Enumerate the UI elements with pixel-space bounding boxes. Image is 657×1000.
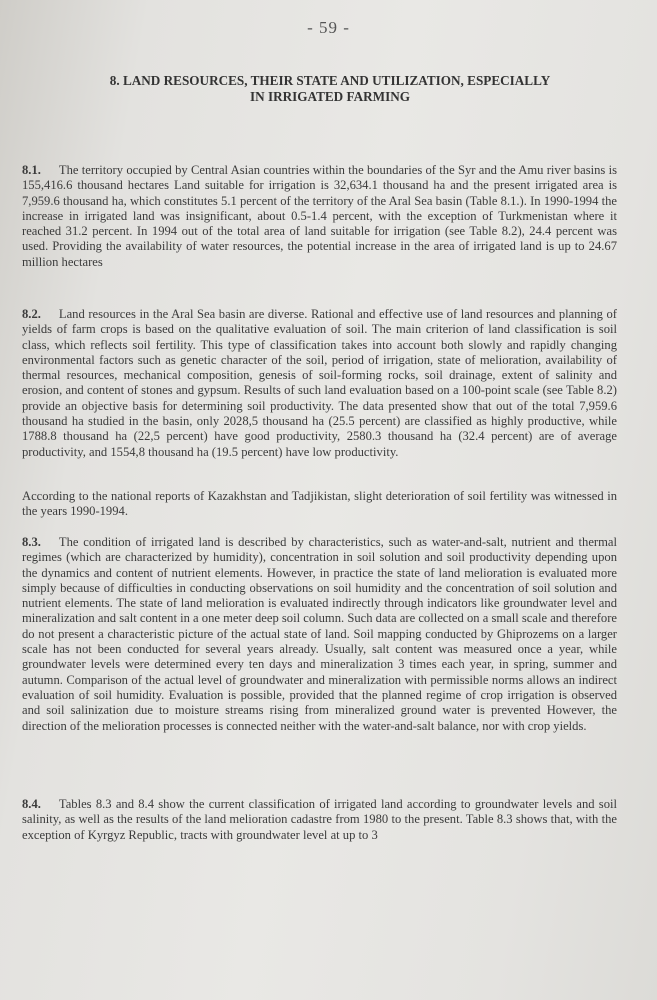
paragraph-number: 8.1.	[22, 163, 41, 177]
paragraph-number: 8.2.	[22, 307, 41, 321]
paragraph-number: 8.3.	[22, 535, 41, 549]
paragraph-text: Tables 8.3 and 8.4 show the current classification of irrigated land according to groundwater levels and soil salinity, as well as the results of the land melioration cadastre from 1980 to the present. Table 8.3 shows that, with the exception of Kyrgyz Republic, tracts with groundwater level at up to 3	[22, 797, 617, 842]
paragraph-8-2	[22, 307, 617, 460]
paragraph-text: The territory occupied by Central Asian countries within the boundaries of the Syr and the Amu river basins is 155,416.6 thousand hectares Land suitable for irrigation is 32,634.1 thousand ha and the present irrigated area is 7,959.6 thousand ha, which constitutes 5.1 percent of the territory of the Aral Sea basin (Table 8.1.). In 1990-1994 the increase in irrigated land was insignificant, about 0.5-1.4 percent, with the exception of Turkmenistan where it reached 31.2 percent. In 1994 out of the total area of land suitable for irrigation (see Table 8.2), 24.4 percent was used. Providing the availability of water resources, the potential increase in the area of irrigated land is up to 24.67 million hectares	[22, 163, 617, 269]
chapter-title	[40, 73, 620, 105]
paragraph-number: 8.4.	[22, 797, 41, 811]
paragraph-text: Land resources in the Aral Sea basin are diverse. Rational and effective use of land resources and planning of yields of farm crops is based on the qualitative evaluation of soil. The main criterion of land classification is soil class, which reflects soil fertility. This type of classification takes into account both slowly and rapidly changing environmental factors such as genetic character of the soil, period of irrigation, state of melioration, availability of thermal resources, mechanical composition, genesis of soil-forming rocks, soil drainage, extent of salinity and erosion, and content of stones and gypsum. Results of such land evaluation based on a 100-point scale (see Table 8.2) provide an objective basis for determining soil productivity. The data presented show that out of the total 7,959.6 thousand ha studied in the basin, only 2028,5 thousand ha (25.5 percent) are classified as highly productive, while 1788.8 thousand ha (22,5 percent) have good productivity, 2580.3 thousand ha (32.4 percent) are of average productivity, and 1554,8 thousand ha (19.5 percent) have low productivity.	[22, 307, 617, 459]
paragraph-8-3	[22, 535, 617, 734]
paragraph-national-reports	[22, 489, 617, 520]
chapter-title-line-2: IN IRRIGATED FARMING	[250, 89, 410, 104]
chapter-title-line-1: 8. LAND RESOURCES, THEIR STATE AND UTILIZATION, ESPECIALLY	[109, 73, 551, 88]
page-number: - 59 -	[307, 18, 350, 37]
paragraph-8-4	[22, 797, 617, 843]
paragraph-8-1	[22, 163, 617, 270]
paragraph-text: The condition of irrigated land is described by characteristics, such as water-and-salt, nutrient and thermal regimes (which are characterized by humidity), concentration in soil solution and soil productivity depending upon the dynamics and content of nutrient elements. However, in practice the state of land melioration is evaluated more simply because of difficulties in conducting observations on soil humidity and the concentration of soil solution and nutrient elements. The state of land melioration is evaluated indirectly through indicators like groundwater level and mineralization and salt content in a one meter deep soil column. Such data are collected on a small scale and therefore do not present a characteristic picture of the actual state of land. Soil mapping conducted by Ghiprozems on a larger scale has not been conducted for several years already. Usually, salt content was measured once a year, while groundwater levels were determined every ten days and mineralization 3 times each year, in spring, summer and autumn. Comparison of the actual level of groundwater and mineralization with permissible norms allows an indirect evaluation of soil humidity. Evaluation is possible, provided that the planned regime of crop irrigation is observed and soil salinization due to moisture streams rising from mineralized ground water is prevented However, the direction of the melioration processes is connected neither with the water-and-salt balance, nor with crop yields.	[22, 535, 617, 733]
paragraph-text: According to the national reports of Kazakhstan and Tadjikistan, slight deterioration of soil fertility was witnessed in the years 1990-1994.	[22, 489, 617, 519]
